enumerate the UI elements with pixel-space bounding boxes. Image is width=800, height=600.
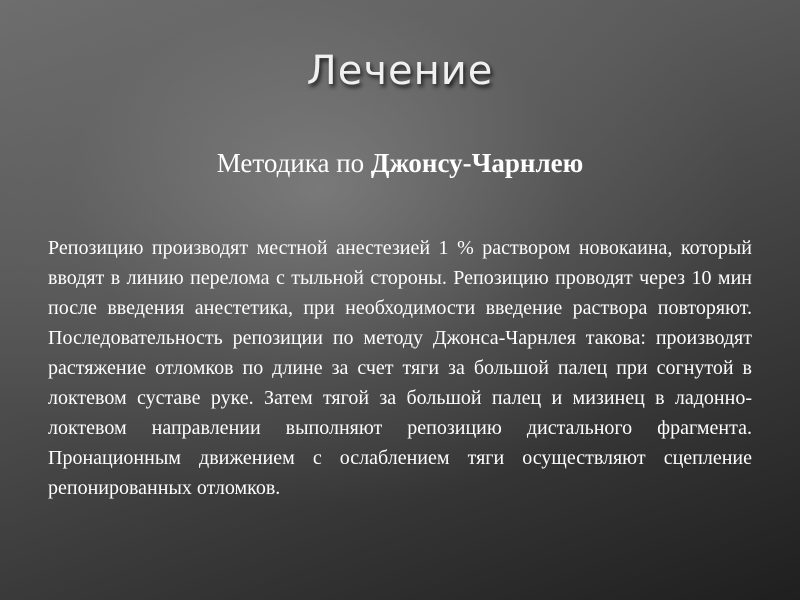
subtitle-text: Методика по <box>216 148 371 178</box>
subtitle-method-name: Джонсу-Чарнлею <box>370 148 584 178</box>
slide-subtitle <box>0 148 800 179</box>
slide-body-text: Репозицию производят местной анестезией 1 % раствором новокаина, который вводят в линию перелома с тыльной стороны. Репозицию проводят через 10 мин после введения анестетика, при необходимости введение раствора повторяют. Последовательность репозиции по методу Джонса-Чарнлея такова: производят растяжение отломков по длине за счет тяги за большой палец при согнутой в локтевом суставе руке. Затем тягой за большой палец и мизинец в ладонно-локтевом направлении выполняют репозицию дистального фрагмента. Пронационным движением с ослаблением тяги осуществляют сцепление репонированных отломков. <box>48 237 752 499</box>
slide-title: Лечение <box>306 48 494 94</box>
